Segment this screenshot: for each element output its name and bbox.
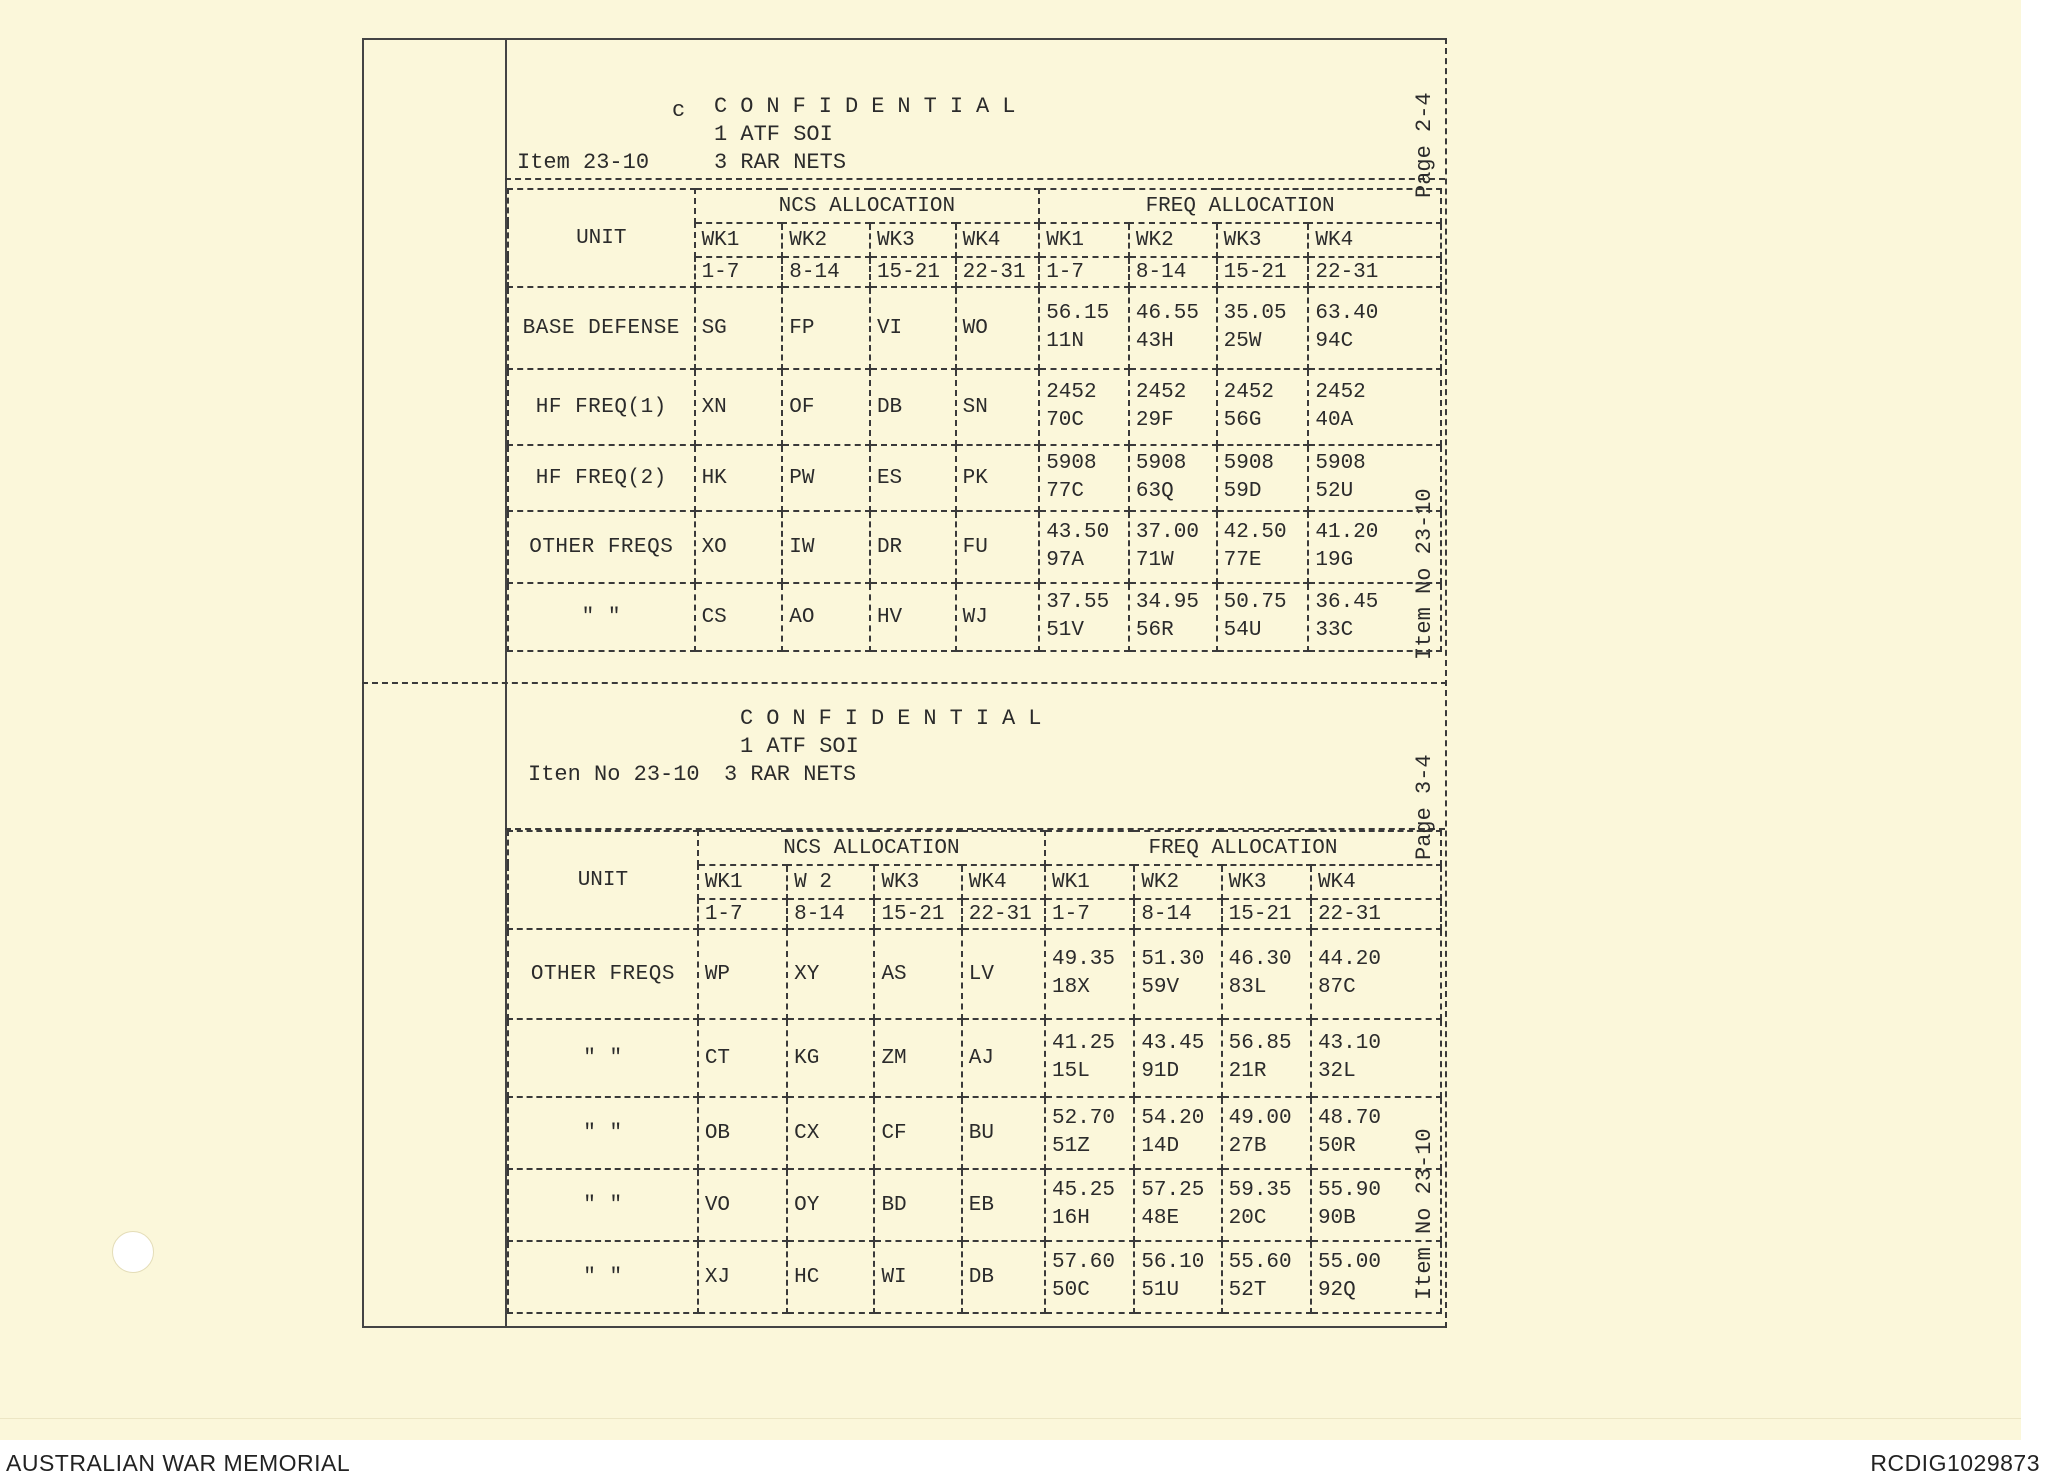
frequency-suffix: 19G: [1315, 549, 1354, 572]
bottom-page-number: Page 3-4: [1412, 754, 1437, 860]
frequency-suffix: 50R: [1317, 1135, 1356, 1158]
frequency-suffix: 92Q: [1317, 1279, 1356, 1302]
frequency-value: 43.45: [1141, 1032, 1205, 1055]
bottom-header-row: [508, 831, 1441, 865]
frequency-suffix: 51U: [1141, 1279, 1180, 1302]
date-range: 1-7: [1039, 257, 1129, 287]
week-label: WK4: [1311, 865, 1441, 899]
frequency-cell: [1039, 583, 1129, 651]
unit-label: HF FREQ(2): [508, 445, 695, 511]
bottom-unit-header: UNIT: [508, 831, 698, 929]
bottom-item-number: Iten No 23-10: [528, 762, 700, 787]
footer-archive-name: AUSTRALIAN WAR MEMORIAL: [6, 1450, 351, 1476]
ncs-callsign: PW: [782, 445, 870, 511]
frequency-value: 57.60: [1051, 1251, 1115, 1274]
frequency-cell: [1222, 1169, 1311, 1241]
frequency-cell: [1222, 1097, 1311, 1169]
frequency-value: 49.35: [1051, 948, 1115, 971]
table-row: [508, 445, 1441, 511]
frequency-suffix: 77C: [1046, 480, 1085, 503]
week-label: WK2: [1134, 865, 1221, 899]
frequency-suffix: 11N: [1046, 330, 1085, 353]
table-row: [508, 1097, 1441, 1169]
frequency-suffix: 56G: [1223, 409, 1262, 432]
frequency-cell: [1045, 929, 1134, 1019]
frequency-suffix: 16H: [1051, 1207, 1090, 1230]
ncs-callsign: WI: [874, 1241, 961, 1313]
frequency-cell: [1134, 1019, 1221, 1097]
top-header-row: [508, 189, 1441, 223]
week-label: WK1: [695, 223, 783, 257]
frequency-value: 56.10: [1141, 1251, 1205, 1274]
week-label: WK3: [1217, 223, 1309, 257]
week-label: WK1: [1039, 223, 1129, 257]
bottom-allocation-table: [507, 830, 1442, 1314]
frequency-cell: [1222, 929, 1311, 1019]
frequency-cell: [1129, 369, 1217, 445]
unit-label: " ": [508, 1241, 698, 1313]
table-row: [508, 1241, 1441, 1313]
frequency-value: 51.30: [1141, 948, 1205, 971]
frequency-suffix: 48E: [1141, 1207, 1180, 1230]
frequency-value: 55.90: [1317, 1179, 1381, 1202]
top-allocation-table: [507, 188, 1442, 652]
frequency-value: 5908: [1046, 452, 1097, 475]
frequency-value: 48.70: [1317, 1107, 1381, 1130]
frequency-suffix: 91D: [1141, 1060, 1180, 1083]
ncs-callsign: LV: [962, 929, 1045, 1019]
frequency-suffix: 59V: [1141, 976, 1180, 999]
frequency-cell: [1039, 369, 1129, 445]
ncs-callsign: CS: [695, 583, 783, 651]
frequency-cell: [1039, 511, 1129, 583]
week-label: WK3: [1222, 865, 1311, 899]
week-label: WK2: [1129, 223, 1217, 257]
frequency-suffix: 52T: [1228, 1279, 1267, 1302]
frequency-value: 34.95: [1135, 591, 1199, 614]
table-row: [508, 369, 1441, 445]
frequency-cell: [1134, 1097, 1221, 1169]
section-divider: [362, 682, 1447, 684]
ncs-callsign: CF: [874, 1097, 961, 1169]
frequency-cell: [1045, 1169, 1134, 1241]
ncs-callsign: KG: [787, 1019, 874, 1097]
frequency-value: 43.10: [1317, 1032, 1381, 1055]
ncs-callsign: BD: [874, 1169, 961, 1241]
date-range: 15-21: [870, 257, 956, 287]
frequency-suffix: 21R: [1228, 1060, 1267, 1083]
page-fold-line: [0, 1418, 2021, 1419]
date-range: 15-21: [874, 899, 961, 929]
date-range: 1-7: [695, 257, 783, 287]
frequency-cell: [1308, 369, 1441, 445]
unit-label: " ": [508, 1019, 698, 1097]
ncs-callsign: XO: [695, 511, 783, 583]
unit-label: BASE DEFENSE: [508, 287, 695, 369]
frame-bottom: [362, 1326, 1447, 1328]
ncs-callsign: HK: [695, 445, 783, 511]
frequency-cell: [1311, 1169, 1441, 1241]
unit-label: OTHER FREQS: [508, 929, 698, 1019]
frequency-value: 5908: [1315, 452, 1366, 475]
frequency-cell: [1308, 511, 1441, 583]
ncs-callsign: DB: [870, 369, 956, 445]
bottom-classification: CONFIDENTIAL: [740, 706, 1055, 731]
frequency-cell: [1308, 287, 1441, 369]
frequency-value: 36.45: [1315, 591, 1379, 614]
week-label: WK4: [956, 223, 1040, 257]
frequency-cell: [1129, 583, 1217, 651]
unit-label: " ": [508, 583, 695, 651]
frequency-value: 63.40: [1315, 302, 1379, 325]
top-item-number: Item 23-10: [517, 150, 650, 175]
frequency-suffix: 97A: [1046, 549, 1085, 572]
table-row: [508, 929, 1441, 1019]
week-label: WK4: [1308, 223, 1441, 257]
date-range: 22-31: [956, 257, 1040, 287]
top-side-item: Item No 23-10: [1412, 488, 1437, 660]
frequency-suffix: 59D: [1223, 480, 1262, 503]
frequency-suffix: 18X: [1051, 976, 1090, 999]
ncs-callsign: OB: [698, 1097, 787, 1169]
table-row: [508, 1169, 1441, 1241]
frequency-value: 55.60: [1228, 1251, 1292, 1274]
frequency-cell: [1217, 583, 1309, 651]
ncs-callsign: AJ: [962, 1019, 1045, 1097]
ncs-callsign: IW: [782, 511, 870, 583]
bottom-side-item: Item No 23-10: [1412, 1128, 1437, 1300]
frequency-value: 44.20: [1317, 948, 1381, 971]
date-range: 22-31: [1308, 257, 1441, 287]
ncs-callsign: BU: [962, 1097, 1045, 1169]
frequency-value: 50.75: [1223, 591, 1287, 614]
frequency-value: 55.00: [1317, 1251, 1381, 1274]
date-range: 15-21: [1222, 899, 1311, 929]
frequency-suffix: 20C: [1228, 1207, 1267, 1230]
frequency-value: 42.50: [1223, 521, 1287, 544]
week-label: WK3: [870, 223, 956, 257]
ncs-callsign: ES: [870, 445, 956, 511]
footer-record-id: RCDIG1029873: [1870, 1450, 2040, 1476]
unit-label: OTHER FREQS: [508, 511, 695, 583]
frequency-suffix: 29F: [1135, 409, 1174, 432]
frequency-value: 2452: [1223, 381, 1275, 404]
bottom-ncs-header: NCS ALLOCATION: [698, 831, 1045, 865]
date-range: 1-7: [698, 899, 787, 929]
top-unit-header: UNIT: [508, 189, 695, 287]
ncs-callsign: FU: [956, 511, 1040, 583]
frequency-value: 5908: [1135, 452, 1187, 475]
date-range: 8-14: [1129, 257, 1217, 287]
bottom-soi-line: 1 ATF SOI: [740, 734, 859, 759]
frequency-cell: [1129, 445, 1217, 511]
frequency-suffix: 15L: [1051, 1060, 1090, 1083]
frequency-suffix: 56R: [1135, 619, 1174, 642]
week-label: WK3: [874, 865, 961, 899]
week-label: WK4: [962, 865, 1045, 899]
frequency-suffix: 14D: [1141, 1135, 1180, 1158]
ncs-callsign: WO: [956, 287, 1040, 369]
ncs-callsign: FP: [782, 287, 870, 369]
top-nets-line: 3 RAR NETS: [714, 150, 847, 175]
frequency-cell: [1039, 287, 1129, 369]
frequency-cell: [1217, 369, 1309, 445]
frequency-value: 56.85: [1228, 1032, 1292, 1055]
frequency-cell: [1134, 1169, 1221, 1241]
ncs-callsign: SG: [695, 287, 783, 369]
unit-label: HF FREQ(1): [508, 369, 695, 445]
frequency-value: 54.20: [1141, 1107, 1205, 1130]
frequency-suffix: 32L: [1317, 1060, 1356, 1083]
frequency-value: 52.70: [1051, 1107, 1115, 1130]
ncs-callsign: PK: [956, 445, 1040, 511]
ncs-callsign: XY: [787, 929, 874, 1019]
frequency-value: 57.25: [1141, 1179, 1205, 1202]
frequency-value: 45.25: [1051, 1179, 1115, 1202]
frequency-value: 2452: [1135, 381, 1187, 404]
frequency-value: 2452: [1315, 381, 1366, 404]
ncs-callsign: CX: [787, 1097, 874, 1169]
frequency-suffix: 54U: [1223, 619, 1262, 642]
frequency-suffix: 33C: [1315, 619, 1354, 642]
week-label: WK2: [782, 223, 870, 257]
frequency-value: 43.50: [1046, 521, 1110, 544]
ncs-callsign: OY: [787, 1169, 874, 1241]
ncs-callsign: ZM: [874, 1019, 961, 1097]
frequency-cell: [1311, 929, 1441, 1019]
frequency-suffix: 77E: [1223, 549, 1262, 572]
date-range: 8-14: [1134, 899, 1221, 929]
frequency-value: 2452: [1046, 381, 1097, 404]
frequency-suffix: 43H: [1135, 330, 1174, 353]
ncs-callsign: SN: [956, 369, 1040, 445]
frequency-suffix: 63Q: [1135, 480, 1174, 503]
bottom-nets-line: 3 RAR NETS: [724, 762, 857, 787]
frequency-value: 49.00: [1228, 1107, 1292, 1130]
ncs-callsign: AO: [782, 583, 870, 651]
frequency-suffix: 51V: [1046, 619, 1085, 642]
frequency-value: 5908: [1223, 452, 1275, 475]
top-ncs-header: NCS ALLOCATION: [695, 189, 1040, 223]
frequency-cell: [1045, 1097, 1134, 1169]
frequency-suffix: 87C: [1317, 976, 1356, 999]
table-row: [508, 583, 1441, 651]
frequency-value: 46.55: [1135, 302, 1199, 325]
frequency-value: 37.00: [1135, 521, 1199, 544]
date-range: 1-7: [1045, 899, 1134, 929]
frequency-cell: [1129, 511, 1217, 583]
frequency-cell: [1134, 929, 1221, 1019]
frequency-suffix: 40A: [1315, 409, 1354, 432]
frequency-value: 59.35: [1228, 1179, 1292, 1202]
frequency-cell: [1222, 1019, 1311, 1097]
frequency-cell: [1217, 511, 1309, 583]
top-soi-line: 1 ATF SOI: [714, 122, 833, 147]
frequency-suffix: 52U: [1315, 480, 1354, 503]
table-row: [508, 1019, 1441, 1097]
frequency-suffix: 90B: [1317, 1207, 1356, 1230]
frequency-value: 41.20: [1315, 521, 1379, 544]
ncs-callsign: WP: [698, 929, 787, 1019]
table-row: [508, 511, 1441, 583]
frequency-cell: [1311, 1097, 1441, 1169]
frequency-suffix: 71W: [1135, 549, 1174, 572]
frequency-cell: [1217, 445, 1309, 511]
week-label: WK1: [698, 865, 787, 899]
frequency-value: 56.15: [1046, 302, 1110, 325]
frequency-suffix: 50C: [1051, 1279, 1090, 1302]
frequency-cell: [1311, 1019, 1441, 1097]
frequency-cell: [1308, 445, 1441, 511]
frequency-suffix: 94C: [1315, 330, 1354, 353]
frequency-cell: [1039, 445, 1129, 511]
ncs-callsign: XN: [695, 369, 783, 445]
top-classification: CONFIDENTIAL: [714, 94, 1029, 119]
frequency-cell: [1045, 1241, 1134, 1313]
unit-label: " ": [508, 1169, 698, 1241]
ncs-callsign: OF: [782, 369, 870, 445]
frequency-value: 41.25: [1051, 1032, 1115, 1055]
frequency-suffix: 27B: [1228, 1135, 1267, 1158]
date-range: 22-31: [1311, 899, 1441, 929]
frequency-suffix: 51Z: [1051, 1135, 1090, 1158]
ncs-callsign: EB: [962, 1169, 1045, 1241]
top-header-rule: [505, 178, 1445, 180]
frequency-suffix: 25W: [1223, 330, 1262, 353]
frequency-cell: [1308, 583, 1441, 651]
frame-top: [362, 38, 1447, 40]
ncs-callsign: HV: [870, 583, 956, 651]
week-label: W 2: [787, 865, 874, 899]
bottom-freq-header: FREQ ALLOCATION: [1045, 831, 1441, 865]
frequency-value: 37.55: [1046, 591, 1110, 614]
punch-hole: [112, 1231, 154, 1273]
top-page-number: Page 2-4: [1412, 92, 1437, 198]
ncs-callsign: DB: [962, 1241, 1045, 1313]
frequency-cell: [1045, 1019, 1134, 1097]
ncs-callsign: WJ: [956, 583, 1040, 651]
ncs-callsign: DR: [870, 511, 956, 583]
ncs-callsign: XJ: [698, 1241, 787, 1313]
date-range: 15-21: [1217, 257, 1309, 287]
date-range: 8-14: [782, 257, 870, 287]
ncs-callsign: CT: [698, 1019, 787, 1097]
ncs-callsign: VI: [870, 287, 956, 369]
unit-label: " ": [508, 1097, 698, 1169]
frequency-cell: [1311, 1241, 1441, 1313]
table-row: [508, 287, 1441, 369]
date-range: 8-14: [787, 899, 874, 929]
date-range: 22-31: [962, 899, 1045, 929]
week-label: WK1: [1045, 865, 1134, 899]
frequency-cell: [1217, 287, 1309, 369]
frequency-cell: [1134, 1241, 1221, 1313]
signals-sheet: [362, 38, 1447, 1328]
top-mark: c: [672, 98, 686, 123]
ncs-callsign: HC: [787, 1241, 874, 1313]
frequency-value: 46.30: [1228, 948, 1292, 971]
frequency-suffix: 83L: [1228, 976, 1267, 999]
top-freq-header: FREQ ALLOCATION: [1039, 189, 1441, 223]
frequency-suffix: 70C: [1046, 409, 1085, 432]
frequency-value: 35.05: [1223, 302, 1287, 325]
ncs-callsign: AS: [874, 929, 961, 1019]
ncs-callsign: VO: [698, 1169, 787, 1241]
frequency-cell: [1129, 287, 1217, 369]
frequency-cell: [1222, 1241, 1311, 1313]
